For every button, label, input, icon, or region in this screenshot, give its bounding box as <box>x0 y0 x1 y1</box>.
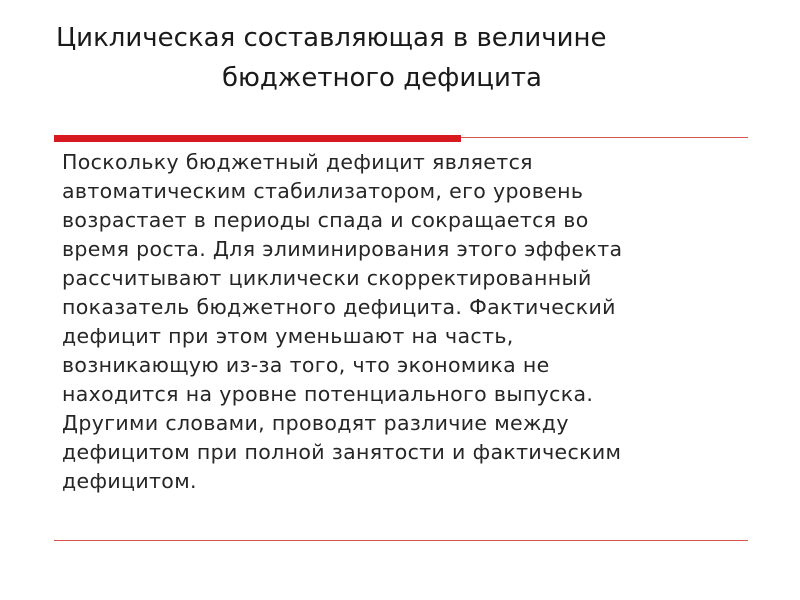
title-divider <box>54 135 748 145</box>
bottom-divider <box>54 540 748 541</box>
slide-body-text: Поскольку бюджетный дефицит является автоматическим стабилизатором, его уровень возрастает в периоды спада и сокращается во время роста. Для элиминирования этого эффекта рассчитывают циклически скорректированный показатель бюджетного дефицита. Фактический дефицит при этом уменьшают на часть, возникающую из-за того, что экономика не находится на уровне потенциального выпуска. Другими словами, проводят различие между дефицитом при полной занятости и фактическим дефицитом. <box>62 150 623 493</box>
slide-title-line2: бюджетного дефицита <box>222 63 542 93</box>
slide-title-line1: Циклическая составляющая в величине <box>56 23 607 53</box>
slide-title <box>40 18 760 98</box>
title-divider-accent-bar <box>54 135 461 142</box>
